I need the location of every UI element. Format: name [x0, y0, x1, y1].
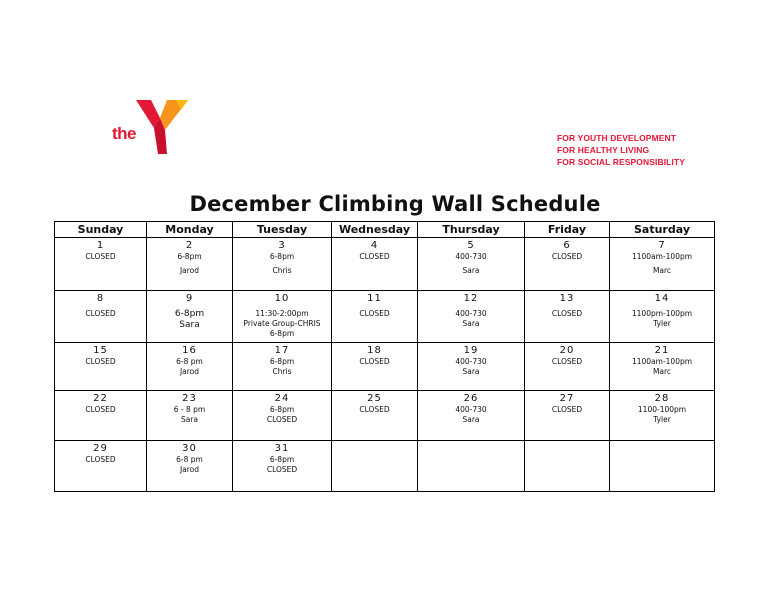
schedule-line: 1100pm-100pm — [631, 309, 693, 318]
day-cell — [147, 343, 233, 391]
tagline-line: FOR SOCIAL RESPONSIBILITY — [557, 157, 685, 167]
day-cell — [332, 391, 418, 441]
day-cell — [525, 343, 610, 391]
weekday-header: Wednesday — [332, 222, 418, 238]
weekday-header: Tuesday — [233, 222, 332, 238]
schedule-line: CLOSED — [551, 405, 583, 414]
schedule-line: 6-8pm — [174, 309, 205, 319]
day-cell — [147, 441, 233, 492]
schedule-line: CLOSED — [551, 357, 583, 366]
day-number: 22 — [93, 393, 108, 404]
schedule-line: Jarod — [179, 465, 200, 474]
day-number: 17 — [274, 345, 290, 356]
weekday-header: Sunday — [55, 222, 147, 238]
schedule-line: CLOSED — [85, 357, 116, 366]
day-cell — [55, 291, 147, 343]
day-cell — [147, 291, 233, 343]
schedule-line: 6-8 pm — [176, 357, 203, 366]
day-cell — [610, 441, 715, 492]
schedule-line: CLOSED — [359, 405, 390, 414]
week-row — [55, 291, 715, 343]
weekday-header: Monday — [147, 222, 233, 238]
day-number: 29 — [93, 443, 108, 454]
day-number: 15 — [93, 345, 108, 356]
day-number: 9 — [185, 293, 194, 304]
schedule-line: 6-8pm — [177, 252, 202, 261]
schedule-line: Jarod — [179, 367, 200, 376]
day-cell — [55, 441, 147, 492]
schedule-line: Sara — [462, 367, 480, 376]
day-cell — [147, 391, 233, 441]
day-cell — [418, 441, 525, 492]
day-number: 3 — [278, 240, 286, 251]
schedule-line: CLOSED — [551, 252, 583, 261]
schedule-line: 6 - 8 pm — [173, 405, 206, 414]
weekday-header-row — [55, 222, 715, 238]
ymca-y-icon — [136, 98, 192, 160]
day-number: 5 — [467, 240, 475, 251]
day-cell — [525, 391, 610, 441]
day-number: 6 — [563, 240, 571, 251]
schedule-line: Sara — [180, 415, 199, 424]
day-cell — [147, 238, 233, 291]
day-number: 13 — [559, 293, 575, 304]
schedule-line: 1100-100pm — [637, 405, 687, 414]
week-row — [55, 391, 715, 441]
schedule-line: Marc — [652, 367, 672, 376]
day-number: 21 — [654, 345, 670, 356]
day-cell — [233, 238, 332, 291]
page-title: December Climbing Wall Schedule — [189, 192, 601, 216]
day-cell — [418, 391, 525, 441]
schedule-line: CLOSED — [359, 252, 390, 261]
day-cell — [233, 391, 332, 441]
schedule-line: 6-8pm — [269, 405, 295, 414]
day-number: 31 — [274, 443, 290, 454]
schedule-line: 11:30-2:00pm — [255, 309, 309, 318]
day-cell — [610, 291, 715, 343]
day-number: 19 — [463, 345, 479, 356]
schedule-line: 6-8pm — [269, 357, 295, 366]
day-number: 1 — [96, 240, 105, 251]
schedule-line: CLOSED — [85, 252, 116, 261]
day-cell — [55, 238, 147, 291]
day-cell — [418, 238, 525, 291]
schedule-line: Sara — [462, 266, 480, 275]
day-cell — [332, 291, 418, 343]
schedule-line: Sara — [462, 319, 480, 328]
day-number: 7 — [658, 240, 666, 251]
day-cell — [332, 441, 418, 492]
week-row — [55, 343, 715, 391]
day-cell — [55, 343, 147, 391]
day-cell — [418, 291, 525, 343]
schedule-line: 6-8pm — [269, 252, 295, 261]
schedule-line: Jarod — [179, 266, 200, 275]
week-row — [55, 238, 715, 291]
schedule-line: Marc — [652, 266, 672, 275]
day-cell — [610, 343, 715, 391]
schedule-line: 6-8pm — [269, 455, 295, 464]
schedule-line: Sara — [462, 415, 480, 424]
day-number: 14 — [654, 293, 670, 304]
schedule-line: Private Group-CHRIS — [243, 319, 321, 328]
day-number: 20 — [559, 345, 575, 356]
day-cell — [525, 238, 610, 291]
day-cell — [525, 441, 610, 492]
day-cell — [233, 291, 332, 343]
ymca-logo — [108, 98, 192, 160]
schedule-calendar — [54, 221, 715, 492]
schedule-line: CLOSED — [266, 465, 298, 474]
schedule-line: Tyler — [653, 415, 671, 424]
weekday-header: Saturday — [610, 222, 715, 238]
day-number: 28 — [654, 393, 670, 404]
schedule-line: 400-730 — [455, 309, 487, 318]
schedule-line: 6-8pm — [269, 329, 295, 338]
day-number: 23 — [182, 393, 197, 404]
schedule-line: CLOSED — [551, 309, 583, 318]
day-cell — [418, 343, 525, 391]
tagline-line: FOR HEALTHY LIVING — [557, 145, 650, 155]
day-cell — [233, 343, 332, 391]
day-number: 4 — [370, 240, 379, 251]
day-number: 27 — [559, 393, 575, 404]
day-number: 26 — [463, 393, 479, 404]
day-number: 12 — [463, 293, 479, 304]
day-number: 16 — [182, 345, 197, 356]
day-cell — [610, 391, 715, 441]
day-number: 11 — [367, 293, 382, 304]
schedule-line: Tyler — [653, 319, 671, 328]
day-number: 25 — [367, 393, 382, 404]
tagline-line: FOR YOUTH DEVELOPMENT — [557, 133, 677, 143]
day-number: 10 — [274, 293, 290, 304]
schedule-line: CLOSED — [359, 357, 390, 366]
day-number: 18 — [367, 345, 382, 356]
day-cell — [55, 391, 147, 441]
schedule-line: 400-730 — [455, 252, 487, 261]
day-cell — [525, 291, 610, 343]
day-cell — [233, 441, 332, 492]
day-cell — [610, 238, 715, 291]
schedule-line: CLOSED — [266, 415, 298, 424]
day-number: 8 — [96, 293, 105, 304]
schedule-line: 400-730 — [455, 405, 487, 414]
schedule-line: Chris — [272, 367, 292, 376]
week-row — [55, 441, 715, 492]
schedule-line: Chris — [272, 266, 292, 275]
schedule-line: 1100am-100pm — [631, 252, 693, 261]
day-cell — [332, 343, 418, 391]
weekday-header: Thursday — [418, 222, 525, 238]
schedule-line: 1100am-100pm — [631, 357, 693, 366]
day-number: 30 — [182, 443, 197, 454]
day-number: 24 — [274, 393, 290, 404]
logo-text: the — [112, 124, 136, 143]
schedule-line: 6-8 pm — [176, 455, 203, 464]
weekday-header: Friday — [525, 222, 610, 238]
schedule-line: CLOSED — [85, 405, 116, 414]
day-cell — [332, 238, 418, 291]
schedule-line: Sara — [179, 320, 200, 330]
tagline — [557, 132, 685, 168]
schedule-line: CLOSED — [85, 455, 116, 464]
schedule-line: 400-730 — [455, 357, 487, 366]
schedule-line: CLOSED — [85, 309, 116, 318]
day-number: 2 — [185, 240, 194, 251]
schedule-line: CLOSED — [359, 309, 390, 318]
